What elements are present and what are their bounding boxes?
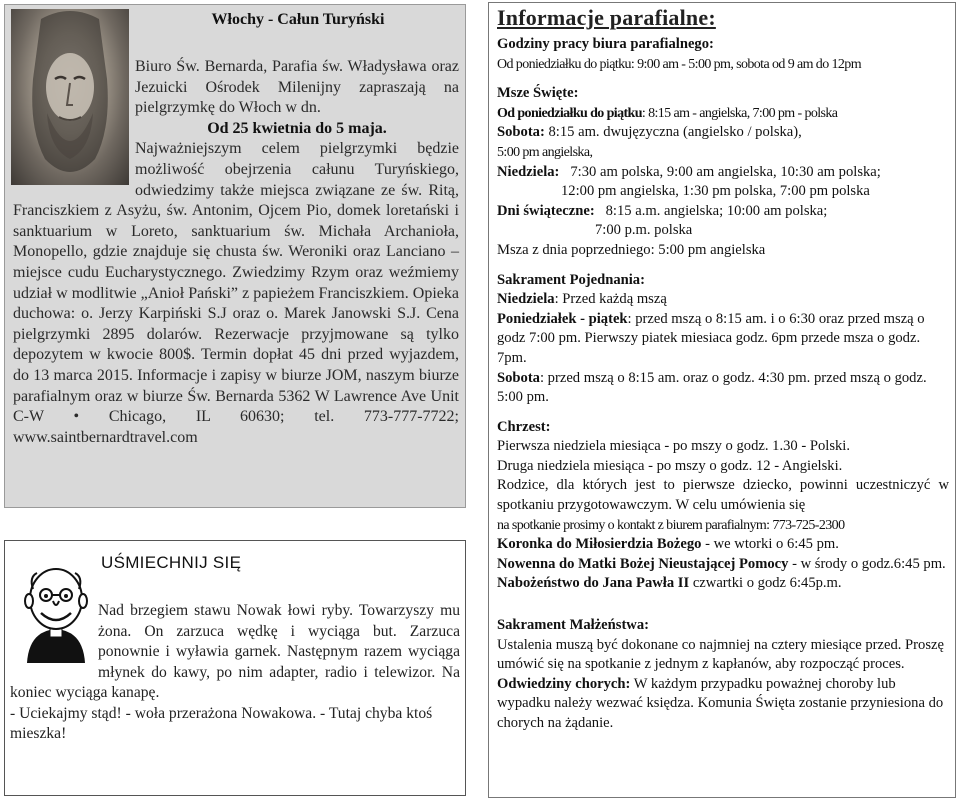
mass-weekday: Od poniedziałku do piątku: 8:15 am - angielska, 7:00 pm - polska [497,105,838,121]
mass-saturday-evening: 5:00 pm angielska, [497,144,593,160]
mass-holy-days: Dni świąteczne: 8:15 a.m. angielska; 10:00 am polska; [497,202,828,219]
parish-info-box [488,2,956,798]
mass-saturday: Sobota: 8:15 am. dwujęzyczna (angielsko / polska), [497,124,802,141]
sick-visits: Odwiedziny chorych: W każdym przypadku poważnej choroby lub wypadku należy wezwać księdza. Komunia Święta zostanie przyniesiona do chorych na żądanie. [497,675,944,731]
pilgrimage-body: Najważniejszym celem pielgrzymki będzie możliwość obejrzenia całunu Turyńskiego, odwiedzimy także miejsca związane ze św. Ritą, Franciszkiem z Asyżu, św. Antonim, Ojcem Pio, domek loretański i sanktuarium w Loreto, sanktuarium św. Michała Archanioła, Monopello, gdzie znajduje się chusta św. Weroniki oraz Lanciano – miejsce cudu Eucharystycznego. Zwiedzimy Rzym oraz weźmiemy udział w modlitwie „Anioł Pański” z papieżem Franciszkiem. Opieka duchowa: o. Jerzy Karpiński S.J oraz o. Marek Janowski S.J. Cena pielgrzymki 2895 dolarów. Rezerwacje przyjmowane są tylko depozytem w kwocie 800$. Termin dopłat 45 dni przed wyjazdem, do 13 marca 2015. Informacje i zapisy w biurze JOM, naszym biurze parafialnym oraz w biurze Św. Bernarda 5362 W Lawrence Ave Unit C-W • Chicago, IL 60630; tel. 773-777-7722; www.saintbernardtravel.com [13,140,459,446]
mass-sunday: Niedziela: 7:30 am polska, 9:00 am angielska, 10:30 am polska; [497,163,881,180]
pilgrimage-box [4,4,466,508]
info-title: Informacje parafialne: [497,5,716,30]
mass-holy-days-cont: 7:00 p.m. polska [595,222,693,239]
mass-heading: Msze Święte: [497,85,579,102]
pilgrimage-intro: Biuro Św. Bernarda, Parafia św. Władysława oraz Jezuicki Ośrodek Milenijny zapraszają na pielgrzymkę do Włoch w dn. [135,58,459,117]
confession-weekdays: Poniedziałek - piątek: przed mszą o 8:15 am. i o 6:30 oraz przed mszą o godz 7:00 pm. Pierwszy piatek miesiaca godz. 6pm przede msza o godz. 7pm. [497,310,925,366]
info-body [497,35,949,734]
baptism-line-4: na spotkanie prosimy o kontakt z biurem parafialnym: 773-725-2300 [497,517,845,533]
baptism-heading: Chrzest: [497,418,551,435]
confession-sunday: Niedziela: Przed każdą mszą [497,291,667,308]
office-heading: Godziny pracy biura parafialnego: [497,36,714,52]
confession-heading: Sakrament Pojednania: [497,271,645,288]
coronet: Koronka do Miłosierdzia Bożego - we wtorki o 6:45 pm. [497,536,839,553]
marriage-text: Ustalenia muszą być dokonane co najmniej na cztery miesiące przed. Proszę umówić się na spotkanie z jednym z kapłanów, aby rozpocząć proces. [497,636,944,673]
pilgrimage-title: Włochy - Całun Turyński [211,11,385,28]
pilgrimage-text [13,57,459,448]
baptism-line-1: Pierwsza niedziela miesiąca - po mszy o godz. 1.30 - Polski. [497,438,851,455]
joke-punchline: - Uciekajmy stąd! - woła przerażona Nowakowa. - Tutaj chyba ktoś mieszka! [10,704,433,742]
baptism-line-3: Rodzice, dla których jest to pierwsze dziecko, powinni uczestniczyć w spotkaniu przygotowawczym. W celu umówienia się [497,477,949,514]
confession-saturday: Sobota: przed mszą o 8:15 am. oraz o godz. 4:30 pm. przed mszą o godz. 5:00 pm. [497,369,927,406]
mass-sunday-cont: 12:00 pm angielska, 1:30 pm polska, 7:00 pm polska [561,183,870,200]
joke-paragraph: Nad brzegiem stawu Nowak łowi ryby. Towarzyszy mu żona. On zarzuca wędkę i wyciąga but. Zarzuca ponownie i wyławia garnek. Następnym razem wyciąga młynek do kawy, po nim adapter, radio i telewizor. Na koniec wyciąga kanapę. [10,602,460,701]
mass-vigil: Msza z dnia poprzedniego: 5:00 pm angielska [497,241,766,258]
office-hours: Od poniedziałku do piątku: 9:00 am - 5:00 pm, sobota od 9 am do 12pm [497,56,861,72]
joke-box [4,540,466,796]
pilgrimage-dates: Od 25 kwietnia do 5 maja. [207,119,387,137]
joke-text [10,601,460,745]
novena: Nowenna do Matki Bożej Nieustającej Pomocy - w środy o godz.6:45 pm. [497,555,946,572]
jp2-devotion: Nabożeństwo do Jana Pawła II czwartki o godz 6:45p.m. [497,575,842,592]
marriage-heading: Sakrament Małżeństwa: [497,617,649,634]
joke-title: UŚMIECHNIJ SIĘ [101,553,242,572]
baptism-line-2: Druga niedziela miesiąca - po mszy o godz. 12 - Angielski. [497,457,843,474]
